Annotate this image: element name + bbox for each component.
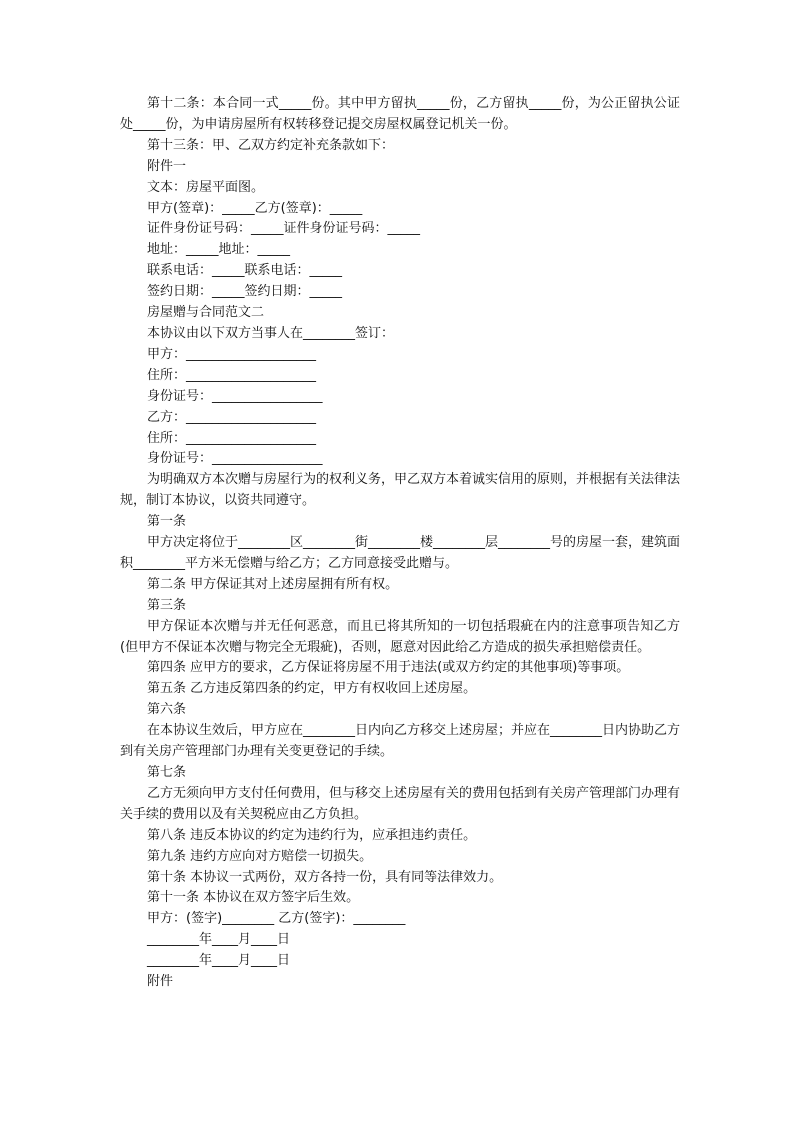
party-b-id: 身份证号：_________________ [147, 451, 323, 467]
clause-12: 第十二条：本合同一式_____份。其中甲方留执_____份，乙方留执_____份，为公正留执公证处_____份，为申请房屋所有权转移登记提交房屋权属登记机关一份。 [120, 96, 680, 132]
signing-date-line: 签约日期：_____签约日期：_____ [147, 284, 343, 300]
party-a-id: 身份证号：_________________ [147, 388, 323, 404]
article-5: 第五条 乙方违反第四条的约定，甲方有权收回上述房屋。 [147, 681, 477, 697]
article-3-heading: 第三条 [147, 597, 187, 613]
section-title-sample-2: 房屋赠与合同范文二 [147, 305, 265, 321]
party-a-name: 甲方：____________________ [147, 346, 317, 362]
attachment-1-heading: 附件一 [147, 158, 187, 174]
party-a-residence: 住所：____________________ [147, 367, 317, 383]
article-9: 第九条 违约方应向对方赔偿一切损失。 [147, 848, 373, 864]
date-line-a: ________年____月____日 [147, 932, 291, 948]
article-2: 第二条 甲方保证其对上述房屋拥有所有权。 [147, 576, 399, 592]
article-1-body: 甲方决定将位于________区________街________楼________层________号的房屋一套，建筑面积________平方米无偿赠与给乙方；乙方同意接受此赠与。 [120, 535, 681, 571]
signature-line: 甲方：(签字)________ 乙方(签字)：________ [147, 911, 406, 927]
article-8: 第八条 违反本协议的约定为违约行为，应承担违约责任。 [147, 827, 477, 843]
preamble: 为明确双方本次赠与房屋行为的权利义务，甲乙双方本着诚实信用的原则，并根据有关法律法规，制订本协议，以资共同遵守。 [120, 472, 681, 509]
seal-line: 甲方(签章)：_____乙方(签章)：_____ [147, 200, 363, 216]
article-1-heading: 第一条 [147, 514, 187, 530]
document-page [120, 94, 680, 993]
article-6-heading: 第六条 [147, 702, 187, 718]
clause-13: 第十三条：甲、乙双方约定补充条款如下： [147, 137, 395, 153]
phone-line: 联系电话：_____联系电话：_____ [147, 263, 343, 279]
date-line-b: ________年____月____日 [147, 953, 291, 969]
article-4: 第四条 应甲方的要求，乙方保证将房屋不用于违法(或双方约定的其他事项)等事项。 [147, 660, 630, 676]
article-11: 第十一条 本协议在双方签字后生效。 [147, 890, 360, 906]
article-6-body: 在本协议生效后，甲方应在________日内向乙方移交上述房屋；并应在________日内协助乙方到有关房产管理部门办理有关变更登记的手续。 [120, 723, 681, 760]
address-line: 地址：_____地址：_____ [147, 242, 291, 258]
article-3-body: 甲方保证本次赠与并无任何恶意，而且已将其所知的一切包括瑕疵在内的注意事项告知乙方(但甲方不保证本次赠与物完全无瑕疵)，否则，愿意对因此给乙方造成的损失承担赔偿责任。 [120, 618, 680, 655]
article-7-heading: 第七条 [147, 765, 187, 780]
id-number-line: 证件身份证号码：_____证件身份证号码：_____ [147, 221, 421, 237]
attachment-text: 文本：房屋平面图。 [147, 179, 265, 195]
party-b-name: 乙方：____________________ [147, 409, 317, 425]
article-10: 第十条 本协议一式两份，双方各持一份，具有同等法律效力。 [147, 869, 503, 885]
attachment-heading: 附件 [147, 974, 174, 990]
party-b-residence: 住所：____________________ [147, 430, 317, 446]
parties-intro: 本协议由以下双方当事人在________签订： [147, 325, 395, 341]
article-7-body: 乙方无须向甲方支付任何费用，但与移交上述房屋有关的费用包括到有关房产管理部门办理有关手续的费用以及有关契税应由乙方负担。 [120, 785, 681, 822]
